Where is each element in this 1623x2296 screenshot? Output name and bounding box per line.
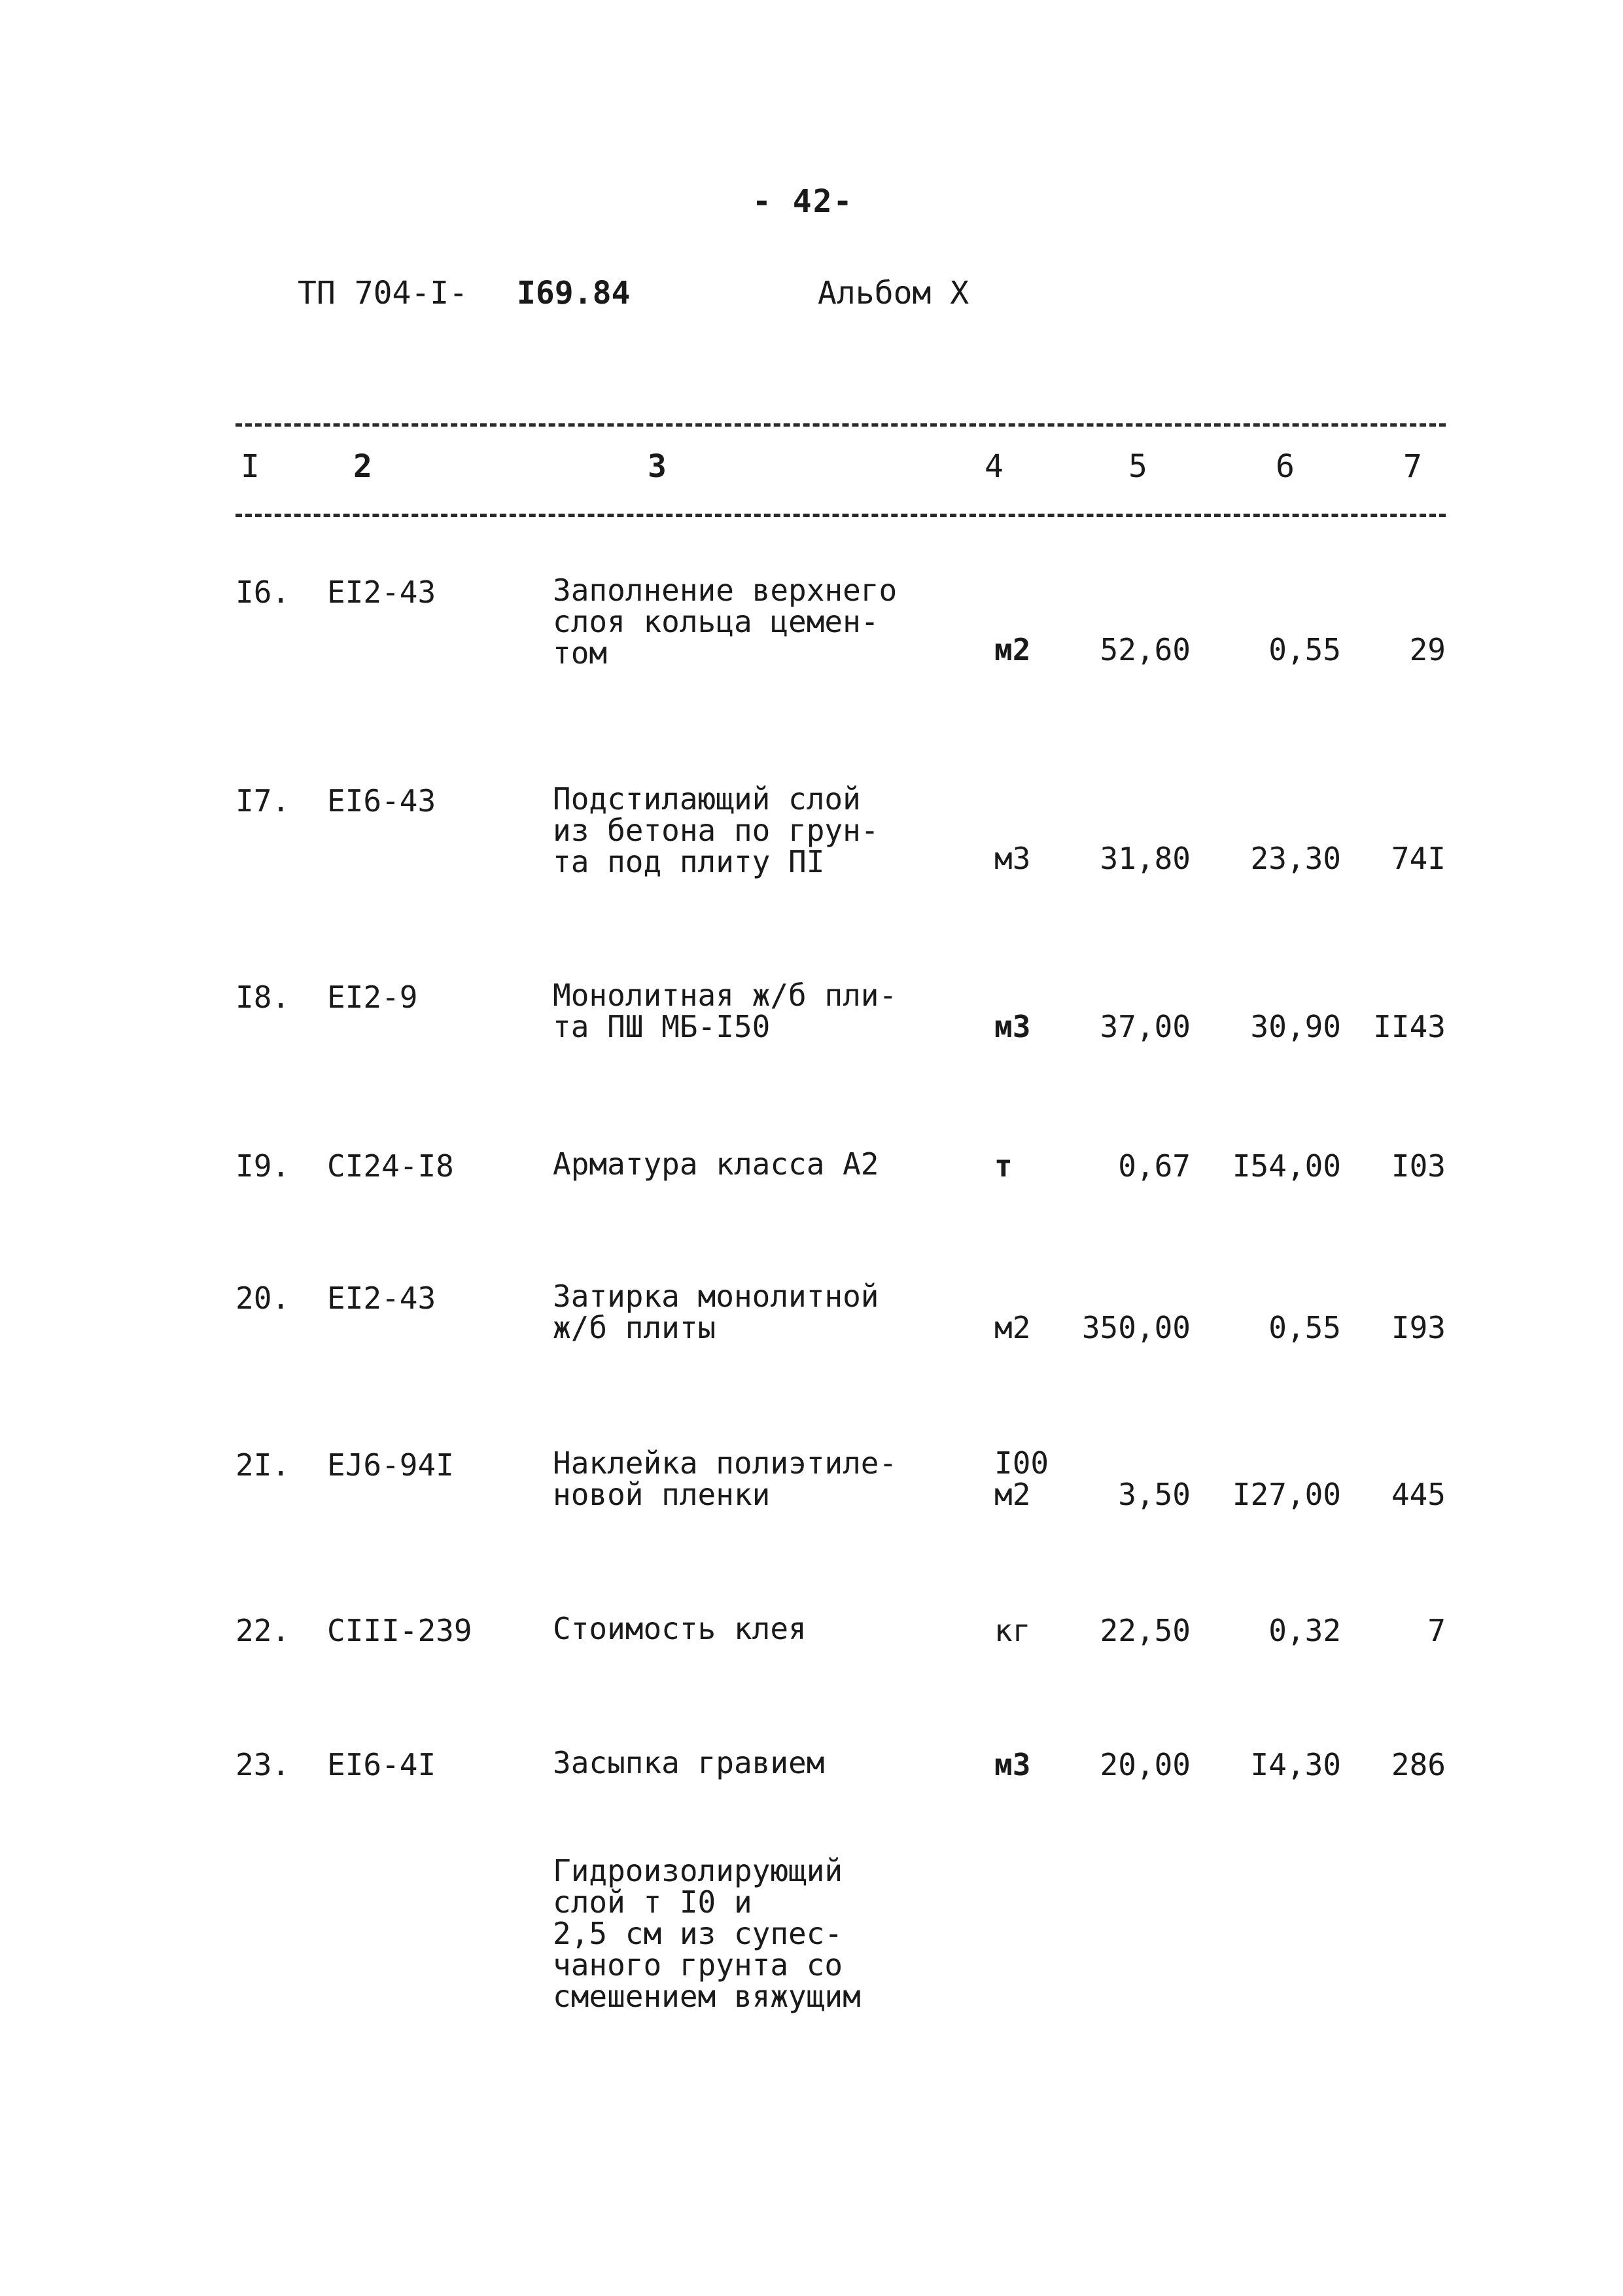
row-description: Засыпка гравием — [553, 1745, 825, 1780]
row-total: I03 — [1391, 1148, 1446, 1184]
row-quantity: 22,50 — [1100, 1613, 1191, 1648]
table-rule-bottom — [236, 514, 1446, 517]
row-description: Монолитная ж/б пли- та ПШ МБ-I50 — [553, 978, 898, 1044]
row-price: I54,00 — [1232, 1148, 1341, 1184]
row-code: EI2-9 — [327, 980, 418, 1015]
row-total: 7 — [1427, 1613, 1446, 1648]
row-price: 30,90 — [1250, 1009, 1341, 1044]
row-code: EI6-4I — [327, 1747, 436, 1782]
row-number: 23. — [236, 1747, 290, 1782]
column-header-7: 7 — [1403, 448, 1422, 485]
row-quantity: 3,50 — [1118, 1477, 1191, 1512]
page-number: - 42- — [752, 183, 854, 220]
column-header-6: 6 — [1276, 448, 1295, 485]
column-header-5: 5 — [1128, 448, 1147, 485]
row-price: I4,30 — [1250, 1747, 1341, 1782]
row-total: 74I — [1391, 841, 1446, 876]
row-number: 22. — [236, 1613, 290, 1648]
row-description: Наклейка полиэтиле- новой пленки — [553, 1445, 898, 1512]
row-unit: м3 — [994, 1747, 1031, 1782]
row-code: CI24-I8 — [327, 1148, 454, 1184]
row-code: EI2-43 — [327, 1280, 436, 1316]
row-number: 20. — [236, 1280, 290, 1316]
table-row — [0, 1445, 1623, 1512]
table-row-continuation — [0, 1853, 1623, 2014]
row-unit: м2 — [994, 1310, 1031, 1345]
row-price: 23,30 — [1250, 841, 1341, 876]
row-number: I9. — [236, 1148, 290, 1184]
row-quantity: 52,60 — [1100, 632, 1191, 667]
row-price: I27,00 — [1232, 1477, 1341, 1512]
row-price: 0,55 — [1268, 1310, 1341, 1345]
row-unit: м3 — [994, 841, 1031, 876]
row-code: CIII-239 — [327, 1613, 472, 1648]
row-code: EI2-43 — [327, 574, 436, 610]
row-description: Арматура класса А2 — [553, 1146, 879, 1182]
row-code: EI6-43 — [327, 783, 436, 819]
row-price: 0,32 — [1268, 1613, 1341, 1648]
row-unit: м2 — [994, 632, 1031, 667]
column-header-3: 3 — [648, 448, 667, 485]
row-quantity: 0,67 — [1118, 1148, 1191, 1184]
column-header-1: I — [241, 448, 260, 485]
row-unit: I00 м2 — [994, 1445, 1049, 1512]
column-header-4: 4 — [985, 448, 1003, 485]
row-quantity: 20,00 — [1100, 1747, 1191, 1782]
row-code: EJ6-94I — [327, 1447, 454, 1483]
table-row — [0, 1611, 1623, 1648]
table-row — [0, 1745, 1623, 1782]
row-quantity: 37,00 — [1100, 1009, 1191, 1044]
column-header-2: 2 — [353, 448, 372, 485]
table-row — [0, 781, 1623, 879]
row-description: Заполнение верхнего слоя кольца цемен- том — [553, 573, 898, 671]
row-total: 286 — [1391, 1747, 1446, 1782]
row-quantity: 350,00 — [1081, 1310, 1191, 1345]
row-total: 29 — [1409, 632, 1446, 667]
row-description: Подстилающий слой из бетона по грун- та под плиту ПI — [553, 781, 879, 879]
row-number: I8. — [236, 980, 290, 1015]
document-code: ТП 704-I- — [298, 275, 468, 311]
row-description: Гидроизолирующий слой т I0 и 2,5 см из супес- чаного грунта со смешением вяжущим — [553, 1853, 861, 2014]
table-row — [0, 978, 1623, 1044]
row-price: 0,55 — [1268, 632, 1341, 667]
table-row — [0, 573, 1623, 671]
row-total: I93 — [1391, 1310, 1446, 1345]
row-unit: м3 — [994, 1009, 1031, 1044]
document-number: I69.84 — [517, 275, 631, 311]
row-number: I6. — [236, 574, 290, 610]
row-number: 2I. — [236, 1447, 290, 1483]
row-total: 445 — [1391, 1477, 1446, 1512]
album-label: Альбом X — [818, 275, 969, 311]
table-row — [0, 1279, 1623, 1345]
row-description: Стоимость клея — [553, 1611, 807, 1646]
row-quantity: 31,80 — [1100, 841, 1191, 876]
row-number: I7. — [236, 783, 290, 819]
row-unit: кг — [994, 1613, 1031, 1648]
table-rule-top — [236, 423, 1446, 427]
table-row — [0, 1146, 1623, 1184]
row-description: Затирка монолитной ж/б плиты — [553, 1279, 879, 1345]
row-unit: т — [994, 1148, 1013, 1184]
row-total: II43 — [1373, 1009, 1446, 1044]
